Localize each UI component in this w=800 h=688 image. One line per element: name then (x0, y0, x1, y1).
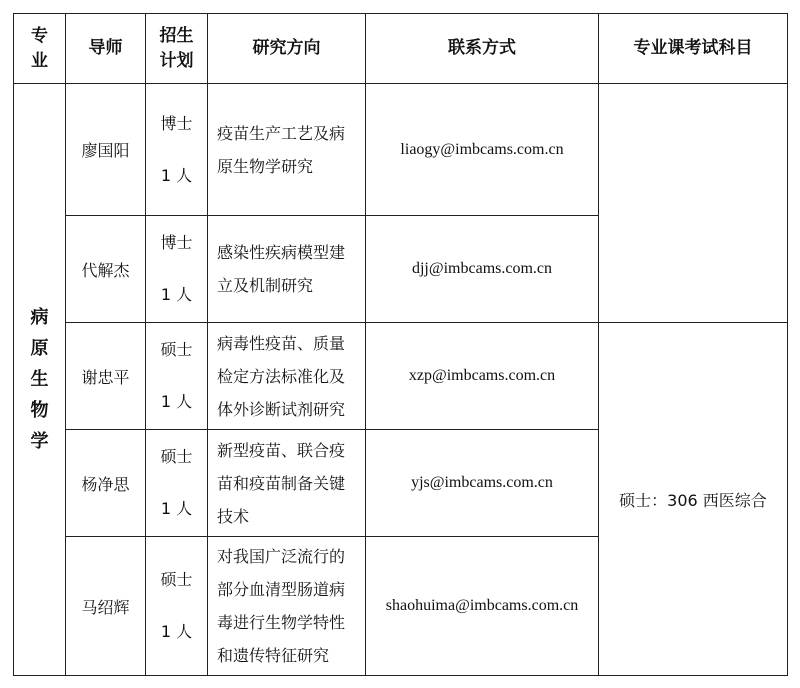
supervisor-name: 代解杰 (66, 216, 146, 323)
supervisor-name: 廖国阳 (66, 84, 146, 216)
header-supervisor: 导师 (66, 14, 146, 84)
header-exam: 专业课考试科目 (599, 14, 788, 84)
email-link[interactable]: yjs@imbcams.com.cn (366, 430, 599, 537)
supervisor-name: 杨净思 (66, 430, 146, 537)
header-row (14, 14, 788, 84)
plan-cell: 硕士 1 人 (146, 430, 208, 537)
admissions-table (13, 13, 788, 676)
plan-cell: 硕士 1 人 (146, 537, 208, 676)
header-contact: 联系方式 (366, 14, 599, 84)
header-major: 专 业 (14, 14, 66, 84)
header-direction: 研究方向 (208, 14, 366, 84)
email-link[interactable]: xzp@imbcams.com.cn (366, 323, 599, 430)
direction-cell: 疫苗生产工艺及病 原生物学研究 (208, 84, 366, 216)
plan-cell: 博士 1 人 (146, 216, 208, 323)
plan-cell: 博士 1 人 (146, 84, 208, 216)
email-link[interactable]: djj@imbcams.com.cn (366, 216, 599, 323)
email-link[interactable]: liaogy@imbcams.com.cn (366, 84, 599, 216)
major-cell: 病 原 生 物 学 (14, 84, 66, 676)
direction-cell: 感染性疾病模型建 立及机制研究 (208, 216, 366, 323)
direction-cell: 新型疫苗、联合疫 苗和疫苗制备关键 技术 (208, 430, 366, 537)
direction-cell: 病毒性疫苗、质量 检定方法标准化及 体外诊断试剂研究 (208, 323, 366, 430)
supervisor-name: 马绍辉 (66, 537, 146, 676)
exam-cell-empty (599, 84, 788, 323)
table-row (14, 323, 788, 430)
direction-cell: 对我国广泛流行的 部分血清型肠道病 毒进行生物学特性 和遗传特征研究 (208, 537, 366, 676)
plan-cell: 硕士 1 人 (146, 323, 208, 430)
exam-subject: 硕士：306 西医综合 (599, 323, 788, 676)
email-link[interactable]: shaohuima@imbcams.com.cn (366, 537, 599, 676)
supervisor-name: 谢忠平 (66, 323, 146, 430)
header-plan: 招生 计划 (146, 14, 208, 84)
table-row (14, 84, 788, 216)
